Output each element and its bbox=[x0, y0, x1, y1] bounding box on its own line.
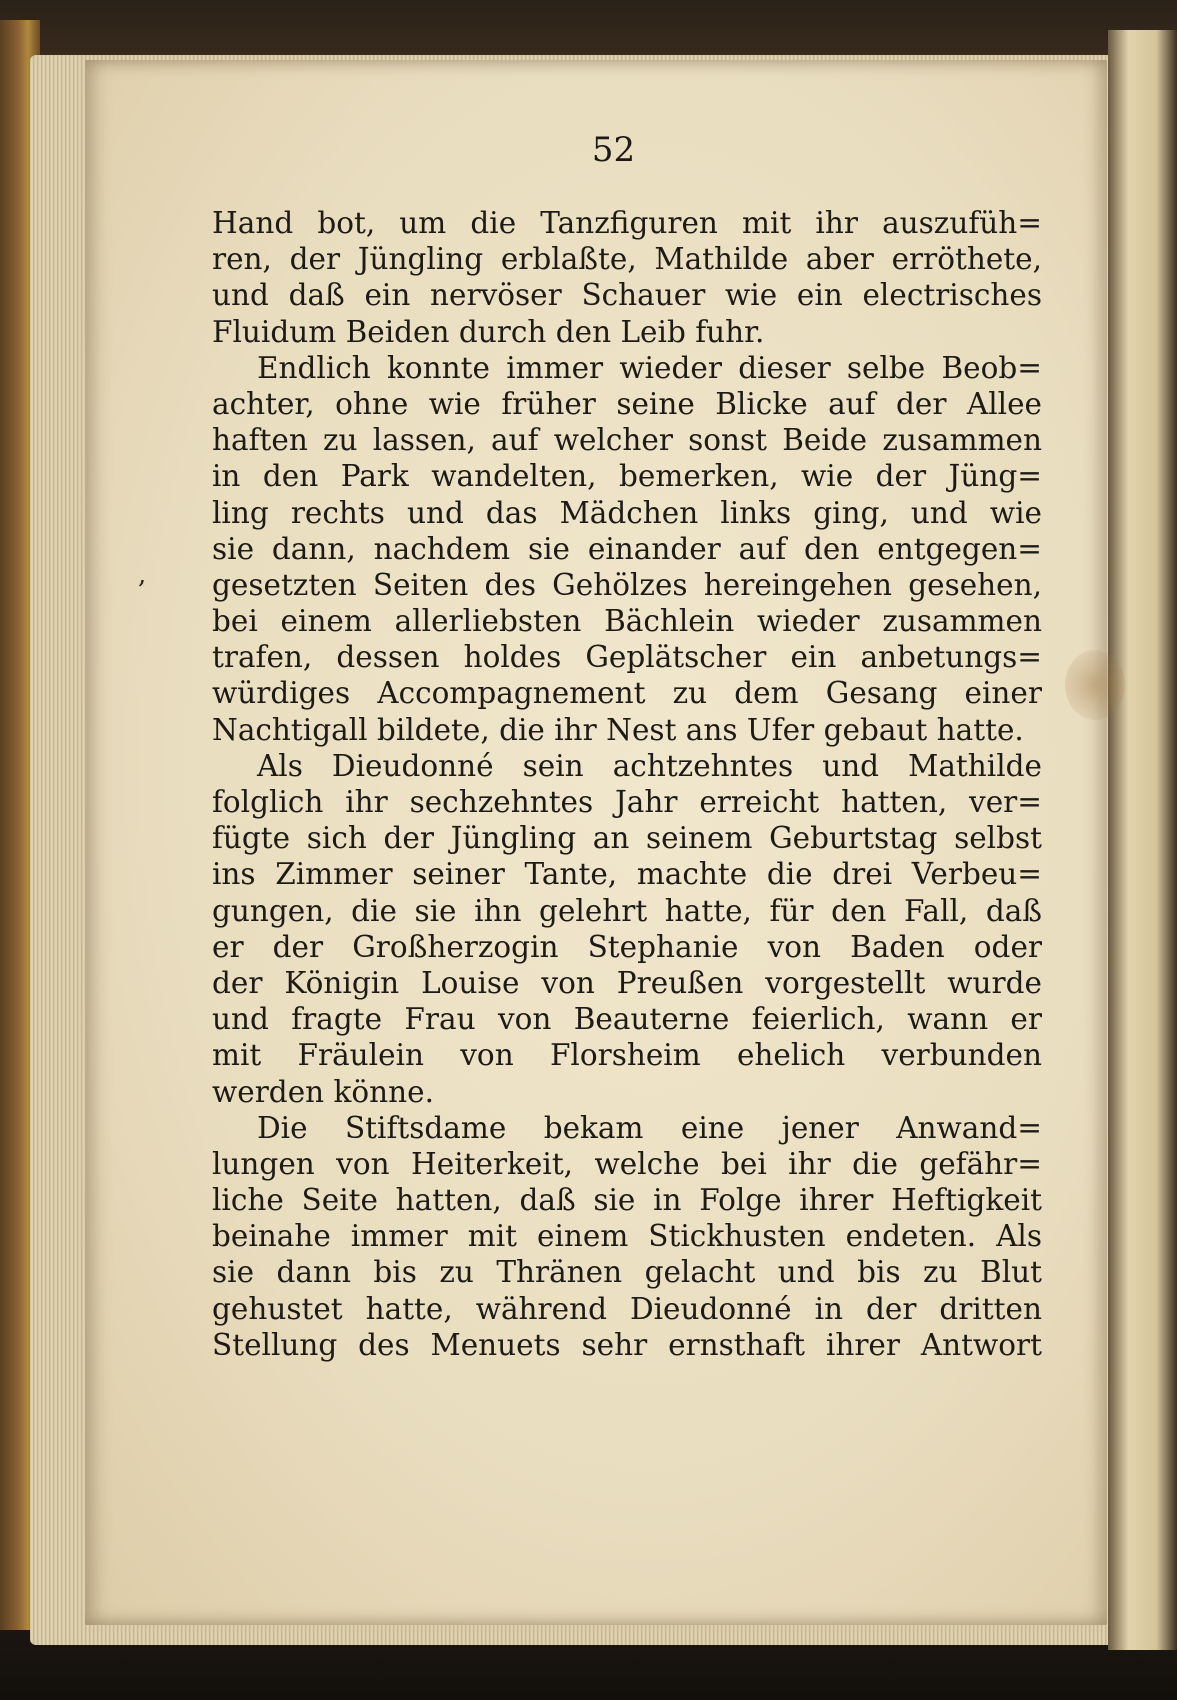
text-line: mit Fräulein von Florsheim ehelich verbunden bbox=[212, 1038, 1042, 1073]
text-line: liche Seite hatten, daß sie in Folge ihrer Heftigkeit bbox=[212, 1183, 1042, 1218]
margin-mark-left: , bbox=[138, 560, 147, 590]
text-line: Fluidum Beiden durch den Leib fuhr. bbox=[212, 314, 765, 349]
text-line: achter, ohne wie früher seine Blicke auf der Allee bbox=[212, 386, 1042, 421]
facing-page-edge bbox=[1108, 30, 1177, 1650]
text-line: in den Park wandelten, bemerken, wie der Jüng= bbox=[212, 459, 1042, 494]
text-line: bei einem allerliebsten Bächlein wieder zusammen bbox=[212, 604, 1042, 639]
text-line: trafen, dessen holdes Geplätscher ein anbetungs= bbox=[212, 640, 1042, 675]
text-line: würdiges Accompagnement zu dem Gesang einer bbox=[212, 676, 1042, 711]
page-text bbox=[212, 205, 1042, 1363]
text-line: Die Stiftsdame bekam eine jener Anwand= bbox=[257, 1110, 1042, 1145]
text-line: sie dann, nachdem sie einander auf den entgegen= bbox=[212, 531, 1042, 566]
text-line: Endlich konnte immer wieder dieser selbe Beob= bbox=[257, 350, 1042, 385]
text-line: gungen, die sie ihn gelehrt hatte, für den Fall, daß bbox=[212, 893, 1042, 928]
text-line: der Königin Louise von Preußen vorgestellt wurde bbox=[212, 965, 1042, 1000]
text-line: ren, der Jüngling erblaßte, Mathilde aber erröthete, bbox=[212, 242, 1042, 277]
text-line: haften zu lassen, auf welcher sonst Beide zusammen bbox=[212, 423, 1042, 458]
text-line: gehustet hatte, während Dieudonné in der dritten bbox=[212, 1291, 1042, 1326]
text-line: ling rechts und das Mädchen links ging, und wie bbox=[212, 495, 1042, 530]
text-line: Stellung des Menuets sehr ernsthaft ihrer Antwort bbox=[212, 1327, 1042, 1362]
text-line: er der Großherzogin Stephanie von Baden oder bbox=[212, 929, 1042, 964]
text-line: gesetzten Seiten des Gehölzes hereingehen gesehen, bbox=[212, 567, 1042, 602]
text-line: fügte sich der Jüngling an seinem Geburtstag selbst bbox=[212, 821, 1042, 856]
text-line: beinahe immer mit einem Stickhusten endeten. Als bbox=[212, 1219, 1042, 1254]
paper-stain bbox=[1065, 650, 1125, 720]
text-line: und fragte Frau von Beauterne feierlich, wann er bbox=[212, 1002, 1042, 1037]
text-line: sie dann bis zu Thränen gelacht und bis zu Blut bbox=[212, 1255, 1042, 1290]
text-line: Hand bot, um die Tanzfiguren mit ihr auszufüh= bbox=[212, 206, 1042, 240]
text-line: Als Dieudonné sein achtzehntes und Mathilde bbox=[257, 748, 1042, 783]
text-line: Nachtigall bildete, die ihr Nest ans Ufer gebaut hatte. bbox=[212, 712, 1024, 747]
text-line: werden könne. bbox=[212, 1074, 434, 1109]
text-line: folglich ihr sechzehntes Jahr erreicht hatten, ver= bbox=[212, 785, 1042, 819]
page-number: 52 bbox=[591, 130, 636, 170]
text-line: ins Zimmer seiner Tante, machte die drei Verbeu= bbox=[212, 857, 1042, 892]
text-line: und daß ein nervöser Schauer wie ein electrisches bbox=[212, 278, 1042, 313]
text-line: lungen von Heiterkeit, welche bei ihr die gefähr= bbox=[212, 1146, 1042, 1181]
